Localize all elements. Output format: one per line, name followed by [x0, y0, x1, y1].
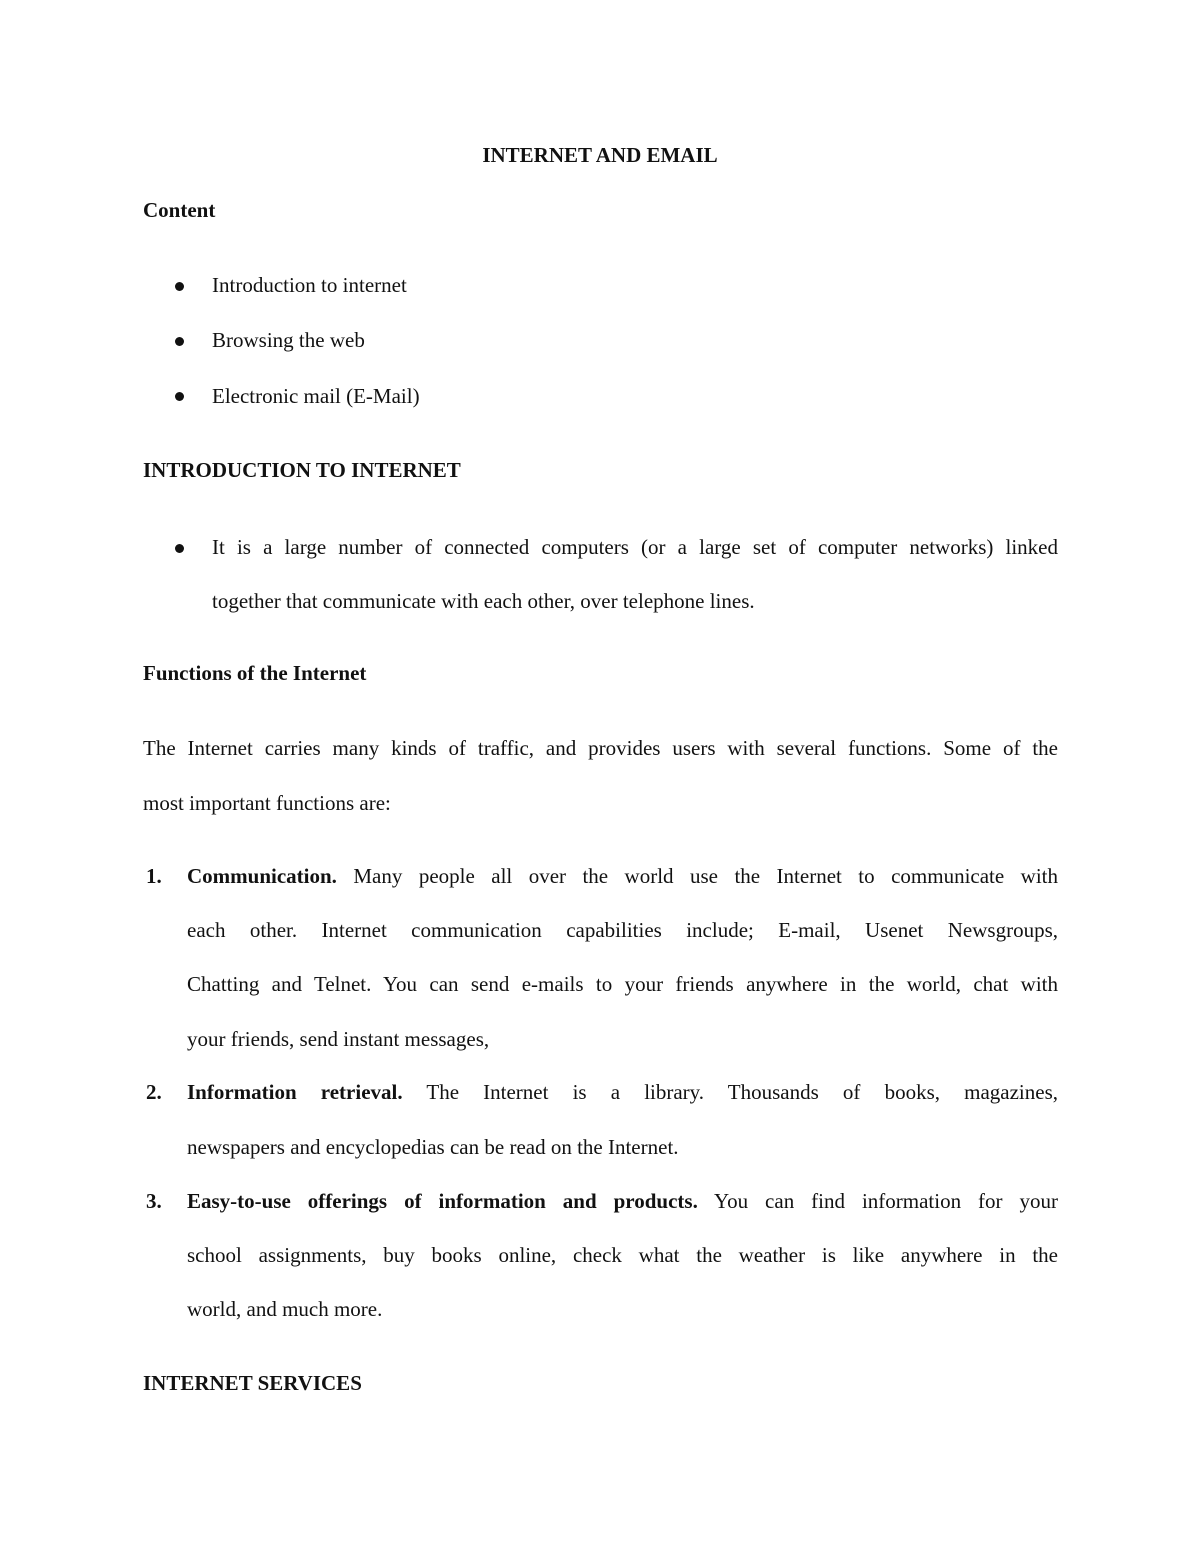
services-heading: INTERNET SERVICES [143, 1371, 362, 1395]
function-term: Information retrieval. [187, 1080, 403, 1104]
paragraph-line: each other. Internet communication capabilities include; E-mail, Usenet Newsgroups, [187, 918, 1058, 942]
functions-intro-line1: The Internet carries many kinds of traffic, and provides users with several functions. Some of the [143, 736, 1058, 760]
functions-heading: Functions of the Internet [143, 661, 367, 685]
function-term: Easy-to-use offerings of information and products. [187, 1189, 698, 1213]
bullet-icon [175, 544, 184, 553]
intro-heading: INTRODUCTION TO INTERNET [143, 458, 461, 482]
list-number: 3. [146, 1189, 162, 1213]
paragraph-line [187, 1191, 1058, 1212]
functions-intro-line2: most important functions are: [143, 791, 391, 815]
paragraph-line: world, and much more. [187, 1297, 383, 1321]
paragraph-line [187, 866, 1058, 887]
list-item-label: Introduction to internet [212, 273, 407, 297]
content-heading: Content [143, 198, 216, 222]
document-title: INTERNET AND EMAIL [482, 143, 718, 167]
intro-bullet-line2: together that communicate with each other, over telephone lines. [212, 589, 755, 613]
paragraph-line: Chatting and Telnet. You can send e-mails to your friends anywhere in the world, chat with [187, 972, 1058, 996]
function-term: Communication. [187, 864, 337, 888]
list-number: 2. [146, 1080, 162, 1104]
list-item-label: Browsing the web [212, 328, 365, 352]
list-item-label: Electronic mail (E-Mail) [212, 384, 420, 408]
bullet-icon [175, 392, 184, 401]
paragraph-line: your friends, send instant messages, [187, 1027, 490, 1051]
paragraph-line: school assignments, buy books online, check what the weather is like anywhere in the [187, 1243, 1058, 1267]
list-number: 1. [146, 864, 162, 888]
function-text: The Internet is a library. Thousands of books, magazines, [402, 1080, 1058, 1104]
bullet-icon [175, 282, 184, 291]
paragraph-line: newspapers and encyclopedias can be read on the Internet. [187, 1135, 679, 1159]
intro-bullet-line1: It is a large number of connected computers (or a large set of computer networks) linked [212, 535, 1058, 559]
bullet-icon [175, 337, 184, 346]
paragraph-line [187, 1082, 1058, 1103]
function-text: Many people all over the world use the Internet to communicate with [336, 864, 1058, 888]
function-text: You can find information for your [697, 1189, 1058, 1213]
